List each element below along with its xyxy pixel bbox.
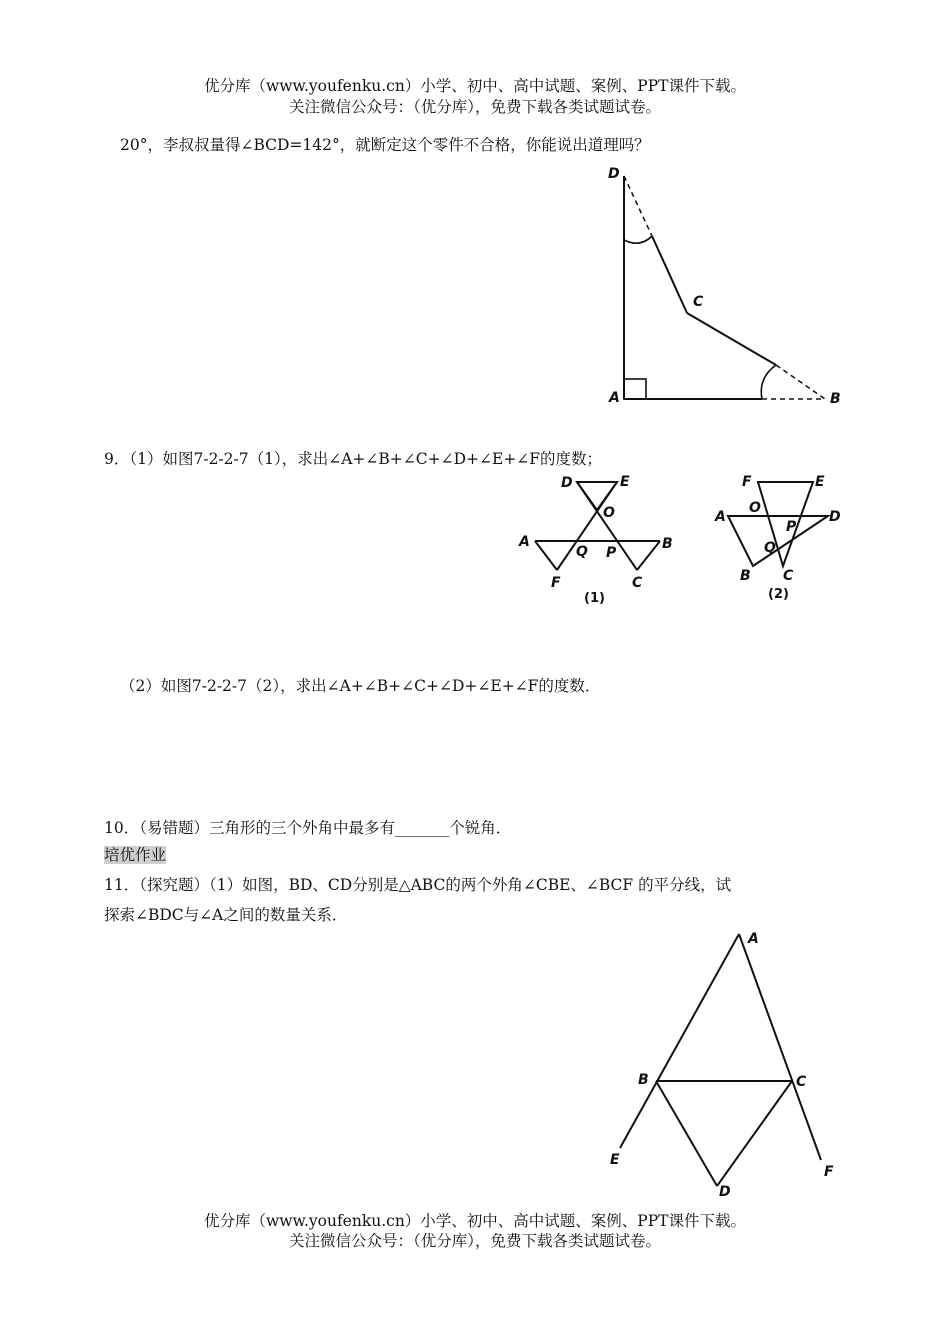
fig9a-label-E: E — [620, 474, 630, 490]
fig9a-label-P: P — [606, 545, 617, 561]
fig11-label-A: A — [748, 931, 759, 947]
angle-arc-B — [761, 365, 776, 399]
segment-BD — [656, 1081, 717, 1186]
fig9a-label-O: O — [603, 505, 615, 521]
fig9a-label-Q: Q — [576, 544, 588, 560]
fig9b-label-P: P — [786, 519, 797, 535]
fig8-label-A: A — [609, 390, 620, 406]
right-angle-mark — [624, 379, 646, 399]
line-A-F — [535, 541, 557, 570]
fig11-label-D: D — [719, 1184, 731, 1200]
fig9b-caption: (2) — [768, 587, 789, 602]
footer-line-1: 优分库（www.youfenku.cn）小学、初中、高中试题、案例、PPT课件下载。 — [203, 1212, 747, 1230]
question-9-part-1: 9．（1）如图7-2-2-7（1），求出∠A+∠B+∠C+∠D+∠E+∠F的度数； — [104, 450, 603, 468]
fig9b-label-O: O — [749, 500, 761, 516]
question-10-text: 10．（易错题）三角形的三个外角中最多有_______个锐角． — [104, 819, 512, 837]
question-8-text: 20°，李叔叔量得∠BCD=142°，就断定这个零件不合格，你能说出道理吗？ — [120, 136, 650, 154]
segment-B-dashed — [776, 365, 825, 399]
fig9a-label-D: D — [561, 475, 573, 491]
fig8-label-B: B — [830, 391, 841, 407]
fig9b-label-B: B — [740, 568, 751, 584]
fig8-label-C: C — [693, 294, 704, 310]
fig9b-label-Q: Q — [764, 540, 776, 556]
fig9b-label-E: E — [815, 474, 825, 490]
fig11-label-B: B — [638, 1072, 649, 1088]
figure-8 — [624, 176, 825, 399]
angle-arc-D — [624, 236, 652, 243]
fig9a-caption: (1) — [584, 591, 605, 606]
header-line-1: 优分库（www.youfenku.cn）小学、初中、高中试题、案例、PPT课件下载。 — [203, 77, 747, 95]
line-B-C — [637, 541, 660, 570]
fig9a-label-F: F — [551, 575, 561, 591]
fig11-label-F: F — [824, 1164, 834, 1180]
footer-line-2: 关注微信公众号：（优分库），免费下载各类试题试卷。 — [288, 1232, 661, 1250]
figure-9-1 — [535, 482, 660, 570]
segment-C-lower — [687, 313, 776, 365]
segment-upper-C — [652, 236, 687, 313]
fig9a-label-C: C — [632, 575, 643, 591]
fig9b-label-D: D — [829, 509, 841, 525]
segment-CD — [717, 1081, 792, 1186]
fig9a-label-A: A — [519, 534, 530, 550]
fig9b-label-A: A — [715, 509, 726, 525]
section-title-text: 培优作业 — [104, 846, 167, 864]
fig9b-label-F: F — [742, 474, 752, 490]
question-9-part-2: （2）如图7-2-2-7（2），求出∠A+∠B+∠C+∠D+∠E+∠F的度数． — [120, 677, 601, 695]
triangle-ADB — [728, 516, 828, 566]
fig9b-label-C: C — [783, 568, 794, 584]
segment-D-dashed — [624, 176, 652, 236]
fig9a-label-B: B — [662, 536, 673, 552]
question-11-line-1: 11．（探究题）（1）如图，BD、CD分别是△ABC的两个外角∠CBE、∠BCF 的平分线，试 — [104, 876, 732, 894]
line-A-F — [739, 934, 821, 1160]
figure-9-2 — [728, 482, 828, 566]
figure-11 — [620, 934, 821, 1186]
fig11-label-C: C — [796, 1074, 807, 1090]
line-A-E — [620, 934, 739, 1148]
header-line-2: 关注微信公众号：（优分库），免费下载各类试题试卷。 — [288, 98, 661, 116]
fig8-label-D: D — [608, 166, 620, 182]
question-11-line-2: 探索∠BDC与∠A之间的数量关系． — [104, 906, 348, 924]
fig11-label-E: E — [610, 1152, 620, 1168]
